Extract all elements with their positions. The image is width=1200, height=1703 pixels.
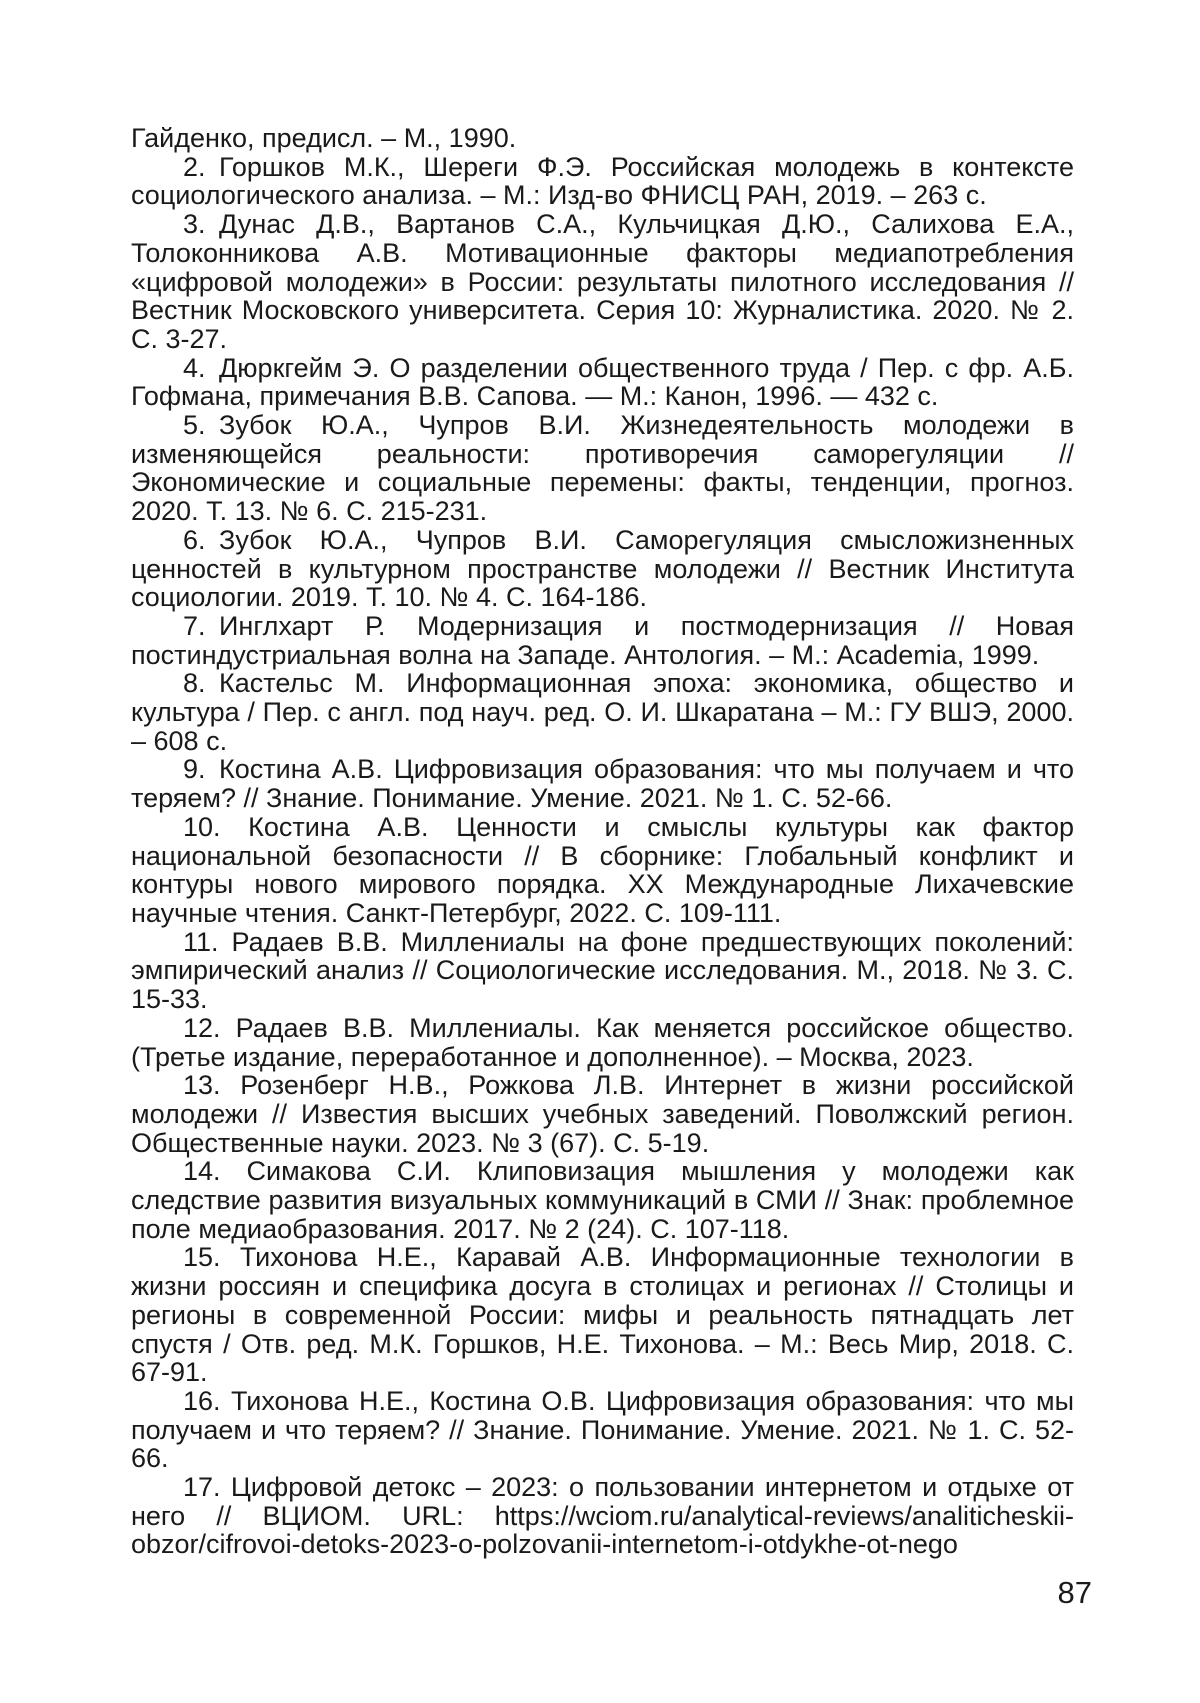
reference-item-16: 16. Тихонова Н.Е., Костина О.В. Цифровизация образования: что мы получаем и что теряем? // Знание. Понимание. Умение. 2021. № 1. С. 52-66. — [131, 1385, 1074, 1474]
reference-item-15: 15. Тихонова Н.Е., Каравай А.В. Информационные технологии в жизни россиян и специфика досуга в столицах и регионах // Столицы и регионы в современной России: мифы и реальность пятнадцать лет спустя / Отв. ред. М.К. Горшков, Н.Е. Тихонова. – М.: Весь Мир, 2018. С. 67-91. — [131, 1242, 1074, 1388]
reference-item-11: 11. Радаев В.В. Миллениалы на фоне предшествующих поколений: эмпирический анализ // Социологические исследования. М., 2018. № 3. С. 15-33. — [131, 926, 1074, 1015]
reference-item-9: 9. Костина А.В. Цифровизация образования: что мы получаем и что теряем? // Знание. Понимание. Умение. 2021. № 1. С. 52-66. — [131, 754, 1074, 814]
reference-item-8: 8. Кастельс М. Информационная эпоха: экономика, общество и культура / Пер. с англ. под науч. ред. О. И. Шкаратана – М.: ГУ ВШЭ, 2000. – 608 с. — [131, 668, 1074, 756]
reference-item-4: 4. Дюркгейм Э. О разделении общественного труда / Пер. с фр. А.Б. Гофмана, примечания В.В. Сапова. — М.: Канон, 1996. — 432 с. — [131, 352, 1074, 412]
reference-item-14: 14. Симакова С.И. Клиповизация мышления у молодежи как следствие развития визуальных коммуникаций в СМИ // Знак: проблемное поле медиаобразования. 2017. № 2 (24). С. 107-118. — [131, 1156, 1074, 1244]
reference-item-6: 6. Зубок Ю.А., Чупров В.И. Саморегуляция смысложизненных ценностей в культурном пространстве молодежи // Вестник Института социологии. 2019. Т. 10. № 4. С. 164-186. — [131, 524, 1074, 613]
reference-item-7: 7. Инглхарт Р. Модернизация и постмодернизация // Новая постиндустриальная волна на Западе. Антология. – М.: Academia, 1999. — [131, 610, 1074, 670]
reference-item-2: 2. Горшков М.К., Шереги Ф.Э. Российская молодежь в контексте социологического анализа. – М.: Изд-во ФНИСЦ РАН, 2019. – 263 с. — [131, 151, 1074, 211]
reference-item-5: 5. Зубок Ю.А., Чупров В.И. Жизнедеятельность молодежи в изменяющейся реальности: противоречия саморегуляции // Экономические и социальные перемены: факты, тенденции, прогноз. 2020. Т. 13. № 6. С. 215-231. — [131, 410, 1074, 527]
reference-item-3: 3. Дунас Д.В., Вартанов С.А., Кульчицкая Д.Ю., Салихова Е.А., Толоконникова А.В. Мотивационные факторы медиапотребления «цифровой молодежи» в России: результаты пилотного исследования // Вестник Московского университета. Серия 10: Журналистика. 2020. № 2. С. 3-27. — [131, 209, 1074, 354]
reference-continuation: Гайденко, предисл. – М., 1990. — [131, 123, 517, 153]
reference-list — [131, 124, 1074, 1559]
page-number: 87 — [1057, 1575, 1092, 1610]
reference-item-10: 10. Костина А.В. Ценности и смыслы культуры как фактор национальной безопасности // В сборнике: Глобальный конфликт и контуры нового мирового порядка. XX Международные Лихачевские научные чтения. Санкт-Петербург, 2022. С. 109-111. — [131, 811, 1074, 928]
reference-item-13: 13. Розенберг Н.В., Рожкова Л.В. Интернет в жизни российской молодежи // Известия высших учебных заведений. Поволжский регион. Общественные науки. 2023. № 3 (67). С. 5-19. — [131, 1070, 1074, 1158]
reference-item-12: 12. Радаев В.В. Миллениалы. Как меняется российское общество. (Третье издание, переработанное и дополненное). – Москва, 2023. — [131, 1012, 1074, 1072]
reference-item-17: 17. Цифровой детокс – 2023: о пользовании интернетом и отдыхе от него // ВЦИОМ. URL: https://wciom.ru/analytical-reviews/analiticheskii-obzor/cifrovoi-detoks-2023-o-polzovanii-internetom-i-otdykhe-ot-nego — [131, 1472, 1074, 1560]
